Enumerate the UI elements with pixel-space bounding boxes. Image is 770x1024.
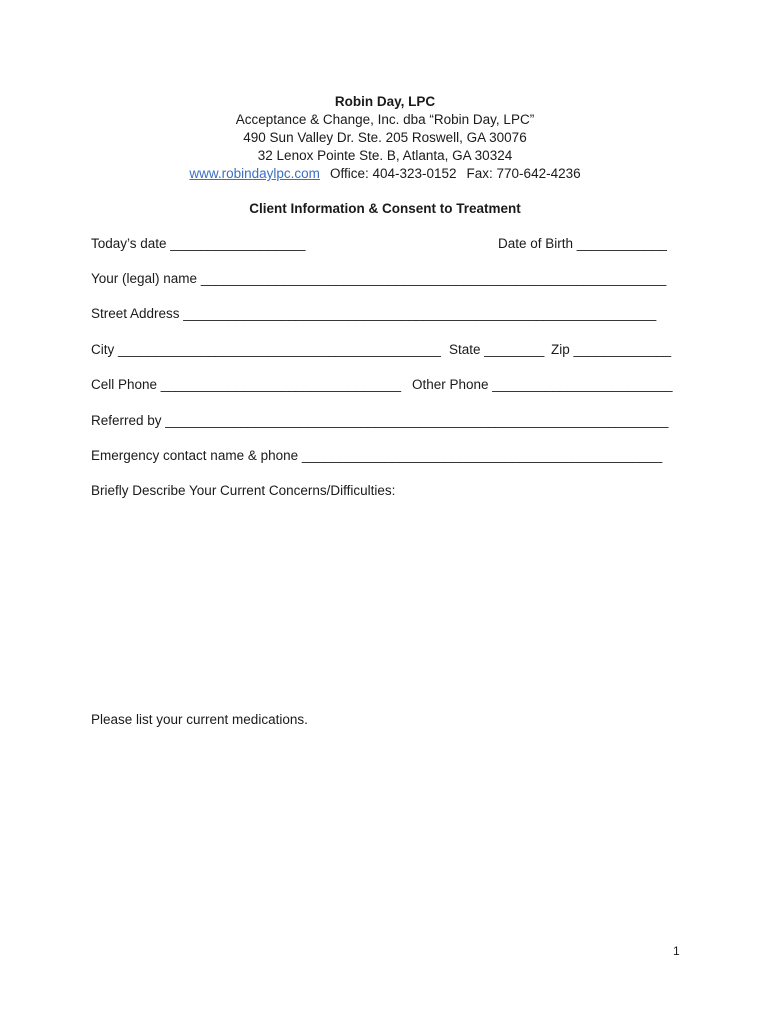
fax-number: Fax: 770-642-4236 [466,166,581,181]
medications-prompt: Please list your current medications. [91,712,308,727]
todays-date-field[interactable]: Today’s date __________________ [91,236,306,251]
date-of-birth-field[interactable]: Date of Birth ____________ [498,236,667,251]
header-name: Robin Day, LPC [334,94,436,109]
other-phone-field[interactable]: Other Phone ________________________ [412,377,673,392]
street-address-field[interactable]: Street Address _______________________________________________________________ [91,306,657,321]
city-field[interactable]: City ___________________________________________ [91,342,441,357]
referred-by-field[interactable]: Referred by ___________________________________________________________________ [91,413,669,428]
emergency-contact-field[interactable]: Emergency contact name & phone ________________________________________________ [91,448,663,463]
office-phone: Office: 404-323-0152 [329,166,457,181]
form-title: Client Information & Consent to Treatment [249,201,521,216]
header-contact-line [0,166,770,181]
legal-name-field[interactable]: Your (legal) name ______________________________________________________________ [91,271,667,286]
page-number: 1 [673,944,680,958]
zip-field[interactable]: Zip _____________ [551,342,672,357]
state-field[interactable]: State ________ [449,342,545,357]
header-company: Acceptance & Change, Inc. dba “Robin Day, LPC” [235,112,535,127]
cell-phone-field[interactable]: Cell Phone ________________________________ [91,377,402,392]
header-address-atlanta: 32 Lenox Pointe Ste. B, Atlanta, GA 30324 [257,148,513,163]
website-link[interactable]: www.robindaylpc.com [189,166,320,181]
header-address-roswell: 490 Sun Valley Dr. Ste. 205 Roswell, GA 30076 [243,130,527,145]
concerns-prompt: Briefly Describe Your Current Concerns/Difficulties: [91,483,396,498]
